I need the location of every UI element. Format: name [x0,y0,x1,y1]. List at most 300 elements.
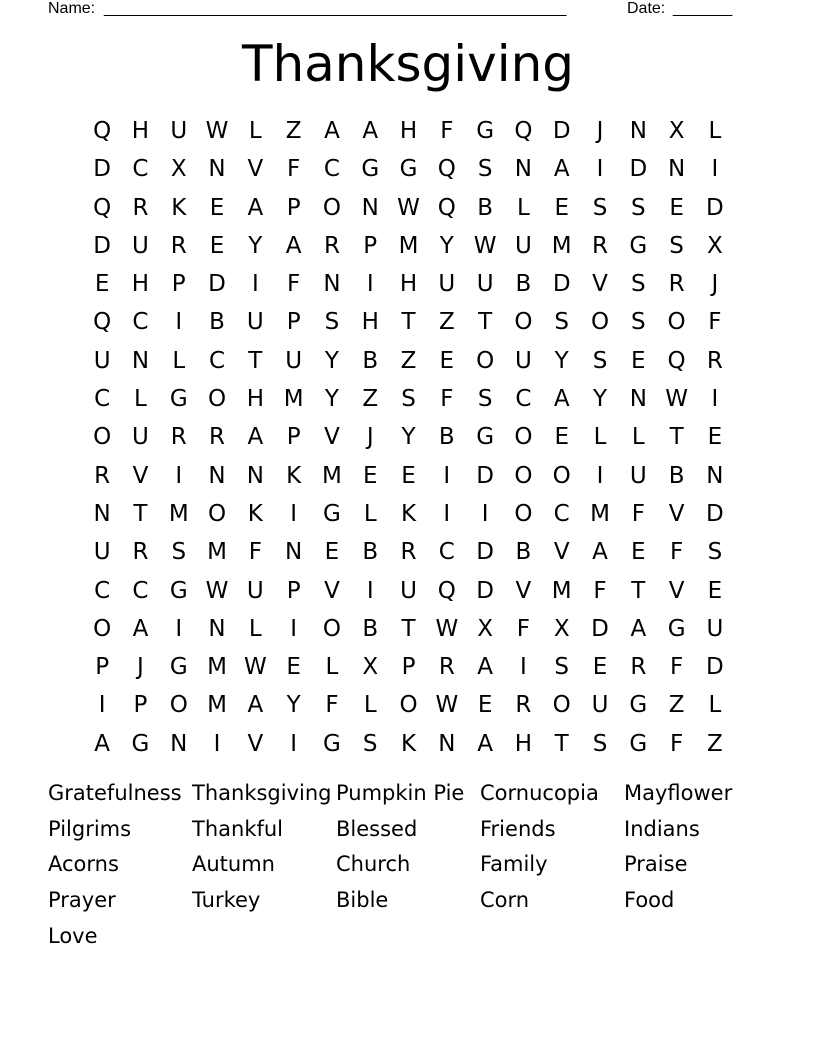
grid-letter[interactable]: E [209,194,225,221]
grid-letter[interactable]: U [246,577,264,604]
grid-letter[interactable]: R [400,539,417,566]
grid-letter[interactable]: J [366,424,374,451]
grid-letter[interactable]: R [706,347,723,374]
grid-letter[interactable]: S [707,539,723,566]
grid-letter[interactable]: G [629,232,648,259]
grid-letter[interactable]: F [440,386,454,413]
grid-letter[interactable]: W [243,654,267,681]
grid-letter[interactable]: C [132,156,149,183]
grid-row [83,190,734,228]
grid-letter[interactable]: U [93,539,111,566]
grid-letter[interactable]: N [208,462,226,489]
grid-letter[interactable]: I [175,615,183,642]
grid-letter[interactable]: Y [401,424,416,451]
grid-letter[interactable]: C [94,577,111,604]
grid-letter[interactable]: U [591,692,609,719]
grid-letter[interactable]: D [93,156,111,183]
grid-letter[interactable]: N [361,194,379,221]
grid-letter[interactable]: M [398,232,419,259]
grid-letter[interactable]: E [554,424,569,451]
grid-letter[interactable]: S [669,232,684,259]
grid-letter[interactable]: U [476,271,494,298]
grid-letter[interactable]: C [132,309,149,336]
grid-letter[interactable]: Q [437,577,456,604]
grid-letter[interactable]: L [363,692,377,719]
grid-letter[interactable]: F [669,654,684,681]
grid-letter[interactable]: A [477,654,493,681]
grid-letter[interactable]: Y [592,386,608,413]
grid-letter[interactable]: R [132,539,149,566]
grid-letter[interactable]: E [669,194,684,221]
grid-letter[interactable]: I [443,462,451,489]
grid-letter[interactable]: I [596,462,604,489]
grid-letter[interactable]: M [322,462,342,489]
grid-letter[interactable]: L [593,424,607,451]
grid-letter[interactable]: U [132,232,149,259]
grid-letter[interactable]: N [170,730,188,757]
grid-letter[interactable]: A [132,615,149,642]
grid-letter[interactable]: O [514,500,533,527]
grid-letter[interactable]: W [665,386,688,413]
grid-letter[interactable]: A [247,424,264,451]
grid-letter[interactable]: K [286,462,302,489]
grid-letter[interactable]: M [207,654,227,681]
grid-row [83,496,734,534]
grid-letter[interactable]: B [515,539,532,566]
grid-letter[interactable]: H [131,118,150,144]
word-list-item: Thankful [192,816,284,841]
grid-letter[interactable]: D [476,539,494,566]
grid-letter[interactable]: E [324,539,340,566]
grid-letter[interactable]: E [707,424,723,451]
grid-letter[interactable]: Q [93,118,112,144]
grid-letter[interactable]: V [324,577,340,604]
grid-letter[interactable]: T [669,424,684,451]
grid-letter[interactable]: C [209,347,226,374]
grid-letter[interactable]: A [247,194,264,221]
grid-letter[interactable]: K [400,500,417,527]
grid-letter[interactable]: Z [362,386,379,413]
grid-letter[interactable]: X [668,118,685,144]
grid-letter[interactable]: S [592,347,608,374]
grid-letter[interactable]: F [631,500,645,527]
grid-letter[interactable]: D [706,654,724,681]
grid-letter[interactable]: D [208,271,226,298]
grid-letter[interactable]: W [435,692,459,719]
grid-letter[interactable]: U [514,232,532,259]
grid-letter[interactable]: O [667,309,686,336]
grid-letter[interactable]: L [631,424,645,451]
grid-letter[interactable]: Q [93,194,112,221]
grid-letter[interactable]: G [169,654,188,681]
grid-letter[interactable]: A [324,118,340,144]
grid-letter[interactable]: I [596,156,604,183]
grid-letter[interactable]: B [362,347,379,374]
grid-letter[interactable]: O [514,424,533,451]
name-field[interactable]: _______________________________________________________ [104,0,566,17]
grid-letter[interactable]: E [707,577,723,604]
grid-letter[interactable]: L [248,615,262,642]
grid-letter[interactable]: L [363,500,377,527]
grid-letter[interactable]: R [94,462,111,489]
grid-letter[interactable]: H [131,271,150,298]
grid-letter[interactable]: N [93,500,111,527]
grid-letter[interactable]: R [592,232,608,259]
grid-letter[interactable]: V [247,156,264,183]
grid-letter[interactable]: S [171,539,187,566]
grid-letter[interactable]: A [553,386,570,413]
grid-letter[interactable]: R [209,424,226,451]
grid-letter[interactable]: O [322,194,341,221]
grid-row [83,458,734,496]
grid-letter[interactable]: I [175,462,183,489]
grid-letter[interactable]: G [323,500,341,527]
grid-letter[interactable]: O [552,462,571,489]
grid-letter[interactable]: E [209,232,225,259]
grid-letter[interactable]: F [440,118,454,144]
grid-letter[interactable]: K [247,500,263,527]
grid-letter[interactable]: Z [438,309,455,336]
grid-letter[interactable]: S [592,730,608,757]
grid-letter[interactable]: D [706,500,724,527]
grid-letter[interactable]: E [477,692,493,719]
grid-letter[interactable]: X [362,654,379,681]
grid-letter[interactable]: Y [324,347,339,374]
grid-letter[interactable]: B [209,309,225,336]
grid-letter[interactable]: L [708,692,722,719]
grid-letter[interactable]: B [438,424,455,451]
grid-letter[interactable]: S [477,386,493,413]
grid-letter[interactable]: R [515,692,532,719]
grid-letter[interactable]: O [93,615,112,642]
grid-letter[interactable]: R [630,654,647,681]
grid-letter[interactable]: W [205,577,229,604]
grid-letter[interactable]: R [438,654,455,681]
grid-letter[interactable]: L [517,194,530,221]
grid-letter[interactable]: J [137,654,144,681]
grid-letter[interactable]: O [322,615,341,642]
grid-letter[interactable]: V [132,462,149,489]
grid-letter[interactable]: V [592,271,608,298]
grid-letter[interactable]: G [629,730,648,757]
grid-letter[interactable]: I [443,500,451,527]
date-field[interactable]: _______ [673,0,732,17]
grid-letter[interactable]: T [248,347,263,374]
grid-letter[interactable]: H [246,386,264,413]
grid-letter[interactable]: D [476,462,494,489]
grid-letter[interactable]: C [132,577,149,604]
grid-letter[interactable]: P [401,654,416,681]
grid-letter[interactable]: C [438,539,455,566]
grid-letter[interactable]: D [476,577,494,604]
grid-letter[interactable]: D [93,232,111,259]
grid-letter[interactable]: N [514,156,533,183]
grid-letter[interactable]: U [132,424,149,451]
grid-letter[interactable]: P [133,692,148,719]
grid-letter[interactable]: G [361,156,380,183]
grid-letter[interactable]: T [478,309,493,336]
grid-letter[interactable]: N [629,118,647,144]
grid-letter[interactable]: S [631,271,646,298]
grid-letter[interactable]: P [363,232,378,259]
grid-letter[interactable]: X [553,615,570,642]
grid-letter[interactable]: S [324,309,340,336]
grid-letter[interactable]: I [711,156,719,183]
grid-letter[interactable]: D [591,615,609,642]
grid-letter[interactable]: E [439,347,455,374]
grid-letter[interactable]: V [553,539,570,566]
grid-letter[interactable]: H [514,730,533,757]
grid-letter[interactable]: N [131,347,150,374]
grid-letter[interactable]: M [168,500,189,527]
grid-letter[interactable]: M [551,577,572,604]
grid-letter[interactable]: Y [248,232,263,259]
grid-letter[interactable]: M [551,232,572,259]
grid-letter[interactable]: U [246,309,264,336]
grid-letter[interactable]: E [362,462,378,489]
grid-letter[interactable]: U [514,347,532,374]
grid-letter[interactable]: V [515,577,532,604]
grid-letter[interactable]: F [516,615,531,642]
grid-letter[interactable]: M [590,500,610,527]
grid-letter[interactable]: Q [437,156,456,183]
grid-letter[interactable]: U [438,271,456,298]
grid-letter[interactable]: R [323,232,340,259]
grid-letter[interactable]: U [400,577,417,604]
grid-letter[interactable]: A [630,615,647,642]
grid-letter[interactable]: H [399,271,418,298]
grid-letter[interactable]: P [286,309,301,336]
grid-letter[interactable]: B [362,539,379,566]
grid-letter[interactable]: S [592,194,608,221]
grid-letter[interactable]: N [208,615,226,642]
grid-letter[interactable]: E [592,654,608,681]
grid-letter[interactable]: C [515,386,532,413]
grid-letter[interactable]: X [170,156,187,183]
grid-letter[interactable]: E [401,462,416,489]
grid-letter[interactable]: I [290,500,298,527]
grid-letter[interactable]: N [706,462,724,489]
grid-letter[interactable]: E [94,271,110,298]
grid-letter[interactable]: K [400,730,417,757]
grid-letter[interactable]: N [208,156,226,183]
grid-letter[interactable]: R [668,271,685,298]
grid-letter[interactable]: R [170,232,187,259]
grid-letter[interactable]: E [631,539,646,566]
grid-letter[interactable]: A [592,539,608,566]
grid-letter[interactable]: N [667,156,686,183]
grid-letter[interactable]: I [290,730,298,757]
grid-letter[interactable]: H [361,309,379,336]
word-list-item: Turkey [192,888,261,913]
grid-letter[interactable]: A [247,692,264,719]
grid-letter[interactable]: P [286,424,301,451]
grid-letter[interactable]: S [477,156,493,183]
grid-letter[interactable]: X [707,232,723,259]
grid-letter[interactable]: B [668,462,685,489]
grid-letter[interactable]: A [94,730,111,757]
grid-letter[interactable]: R [132,194,149,221]
grid-letter[interactable]: Q [514,118,533,144]
grid-letter[interactable]: E [631,347,646,374]
grid-letter[interactable]: N [246,462,264,489]
grid-letter[interactable]: I [290,615,298,642]
grid-letter[interactable]: A [285,232,302,259]
grid-letter[interactable]: G [667,615,686,642]
grid-letter[interactable]: O [399,692,418,719]
grid-letter[interactable]: J [596,118,604,144]
grid-letter[interactable]: Y [439,232,454,259]
grid-letter[interactable]: T [133,500,148,527]
grid-letter[interactable]: Q [667,347,686,374]
grid-letter[interactable]: O [207,386,227,413]
grid-letter[interactable]: O [476,347,495,374]
grid-letter[interactable]: V [247,730,264,757]
grid-letter[interactable]: Y [554,347,569,374]
grid-letter[interactable]: F [287,156,301,183]
grid-letter[interactable]: M [283,386,304,413]
grid-letter[interactable]: I [520,654,527,681]
grid-letter[interactable]: I [366,271,374,298]
grid-letter[interactable]: O [207,500,227,527]
grid-letter[interactable]: D [706,194,724,221]
grid-letter[interactable]: F [593,577,607,604]
grid-letter[interactable]: N [323,271,341,298]
grid-letter[interactable]: B [515,271,532,298]
grid-letter[interactable]: I [251,271,259,298]
grid-letter[interactable]: N [285,539,303,566]
grid-letter[interactable]: V [668,500,685,527]
grid-letter[interactable]: O [514,309,533,336]
grid-letter[interactable]: Y [286,692,301,719]
grid-letter[interactable]: A [553,156,570,183]
grid-letter[interactable]: L [248,118,262,144]
grid-letter[interactable]: S [554,309,570,336]
grid-letter[interactable]: C [553,500,570,527]
grid-letter[interactable]: U [706,615,724,642]
grid-letter[interactable]: A [362,118,379,144]
grid-letter[interactable]: F [669,730,684,757]
grid-letter[interactable]: I [98,692,106,719]
grid-letter[interactable]: D [629,156,648,183]
grid-letter[interactable]: L [708,118,722,144]
grid-letter[interactable]: Q [437,194,456,221]
grid-letter[interactable]: F [248,539,262,566]
grid-letter[interactable]: U [170,118,188,144]
grid-letter[interactable]: Y [324,386,339,413]
grid-letter[interactable]: A [477,730,493,757]
grid-letter[interactable]: O [93,424,112,451]
grid-letter[interactable]: I [366,577,374,604]
grid-letter[interactable]: B [477,194,493,221]
grid-letter[interactable]: O [552,692,571,719]
grid-letter[interactable]: I [175,309,183,336]
grid-letter[interactable]: P [286,577,301,604]
grid-letter[interactable]: G [629,692,648,719]
grid-letter[interactable]: S [554,654,570,681]
grid-letter[interactable]: B [362,615,379,642]
grid-letter[interactable]: T [401,615,416,642]
grid-letter[interactable]: Z [668,692,685,719]
grid-letter[interactable]: V [324,424,340,451]
grid-letter[interactable]: C [94,386,111,413]
grid-letter[interactable]: T [554,730,569,757]
grid-letter[interactable]: E [554,194,569,221]
grid-letter[interactable]: W [473,232,497,259]
grid-letter[interactable]: J [711,271,719,298]
grid-letter[interactable]: F [325,692,339,719]
grid-letter[interactable]: G [476,118,495,144]
grid-letter[interactable]: I [711,386,719,413]
grid-letter[interactable]: M [207,692,227,719]
grid-letter[interactable]: K [171,194,187,221]
grid-letter[interactable]: E [286,654,301,681]
grid-letter[interactable]: G [323,730,341,757]
grid-row [83,419,734,457]
grid-letter[interactable]: N [438,730,456,757]
grid-letter[interactable]: N [629,386,647,413]
grid-letter[interactable]: G [169,386,188,413]
grid-letter[interactable]: M [207,539,227,566]
grid-letter[interactable]: O [590,309,610,336]
grid-letter[interactable]: F [669,539,684,566]
grid-letter[interactable]: S [631,309,646,336]
grid-letter[interactable]: G [169,577,188,604]
grid-letter[interactable]: S [362,730,378,757]
grid-letter[interactable]: O [514,462,533,489]
grid-letter[interactable]: C [323,156,340,183]
grid-letter[interactable]: U [93,347,111,374]
grid-letter[interactable]: D [552,118,571,144]
grid-letter[interactable]: X [477,615,493,642]
grid-letter[interactable]: R [170,424,187,451]
word-list-item: Acorns [48,852,119,877]
grid-letter[interactable]: G [476,424,495,451]
grid-letter[interactable]: W [397,194,420,221]
grid-letter[interactable]: V [668,577,685,604]
grid-letter[interactable]: L [325,654,339,681]
grid-row [83,151,734,189]
grid-letter[interactable]: I [481,500,489,527]
grid-letter[interactable]: T [631,577,646,604]
grid-letter[interactable]: Q [93,309,112,336]
grid-letter[interactable]: I [213,730,221,757]
grid-letter[interactable]: D [552,271,571,298]
grid-letter[interactable]: F [287,271,301,298]
grid-letter[interactable]: S [401,386,416,413]
grid-letter[interactable]: U [629,462,647,489]
grid-letter[interactable]: Z [285,118,302,144]
grid-letter[interactable]: Z [707,730,723,757]
grid-letter[interactable]: L [134,386,147,413]
grid-letter[interactable]: G [131,730,150,757]
grid-letter[interactable]: T [401,309,416,336]
grid-letter[interactable]: S [631,194,646,221]
grid-letter[interactable]: W [435,615,459,642]
grid-letter[interactable]: P [95,654,110,681]
grid-letter[interactable]: L [172,347,186,374]
grid-letter[interactable]: U [285,347,303,374]
grid-letter[interactable]: G [399,156,418,183]
grid-letter[interactable]: Z [400,347,417,374]
grid-letter[interactable]: P [286,194,301,221]
grid-letter[interactable]: H [399,118,418,144]
grid-letter[interactable]: P [171,271,186,298]
grid-letter[interactable]: F [708,309,722,336]
grid-row [83,726,734,764]
grid-letter[interactable]: W [205,118,229,144]
grid-letter[interactable]: O [169,692,188,719]
